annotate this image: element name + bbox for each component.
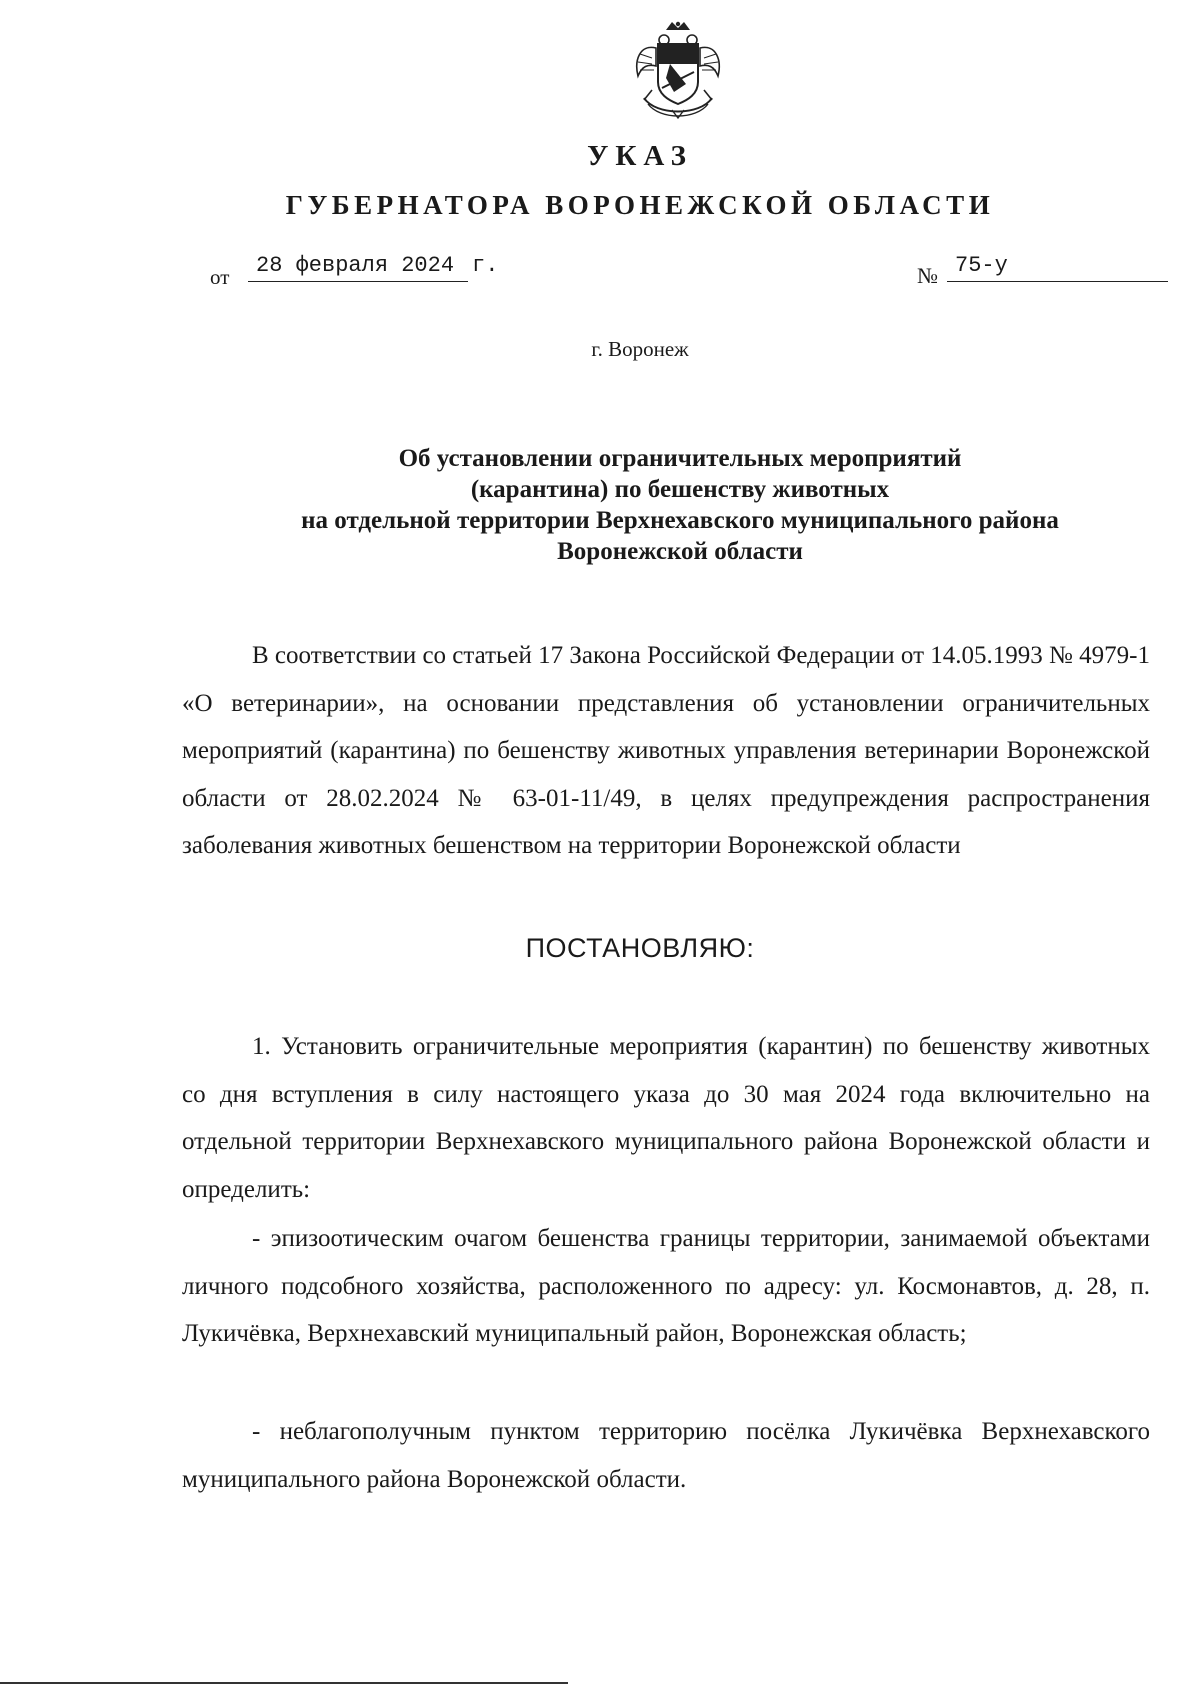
title-line-3: на отдельной территории Верхнехавского муниципального района [301,507,1059,534]
item-1b-paragraph: - неблагополучным пунктом территорию посёлка Лукичёвка Верхнехавского муниципального района Воронежской области. [182,1418,1150,1493]
item-1-paragraph: 1. Установить ограничительные мероприятия (карантин) по бешенству животных со дня вступления в силу настоящего указа до 30 мая 2024 года включительно на отдельной территории Верхнехавского муниципального района Воронежской области и определить: [182,1033,1150,1203]
document-title [180,443,1180,567]
date-suffix: г. [472,253,499,278]
document-type: УКАЗ [587,140,693,172]
title-line-2: (карантина) по бешенству животных [470,476,890,503]
title-line-1: Об установлении ограничительных мероприятий [398,445,962,472]
preamble-paragraph: В соответствии со статьей 17 Закона Российской Федерации от 14.05.1993 № 4979-1 «О ветеринарии», на основании представления об установлении ограничительных мероприятий (карантина) по бешенству животных управления ветеринарии Воронежской области от 28.02.2024 № 63-01-11/49, в целях предупреждения распространения заболевания животных бешенством на территории Воронежской области [182,642,1150,859]
decree-word: ПОСТАНОВЛЯЮ: [525,933,755,963]
date-prefix: от [210,265,230,289]
number-prefix: № [917,263,938,288]
coat-of-arms-icon [626,20,730,124]
document-issuer: ГУБЕРНАТОРА ВОРОНЕЖСКОЙ ОБЛАСТИ [285,190,995,220]
date-value: 28 февраля 2024 [248,253,468,282]
title-line-4: Воронежской области [557,538,803,565]
document-city: г. Воронеж [591,337,689,361]
item-1a-paragraph: - эпизоотическим очагом бешенства границы территории, занимаемой объектами личного подсобного хозяйства, расположенного по адресу: ул. Космонавтов, д. 28, п. Лукичёвка, Верхнехавский муниципальный район, Воронежская область; [182,1225,1150,1347]
footer-divider [0,1682,568,1684]
number-value: 75-у [947,253,1168,282]
